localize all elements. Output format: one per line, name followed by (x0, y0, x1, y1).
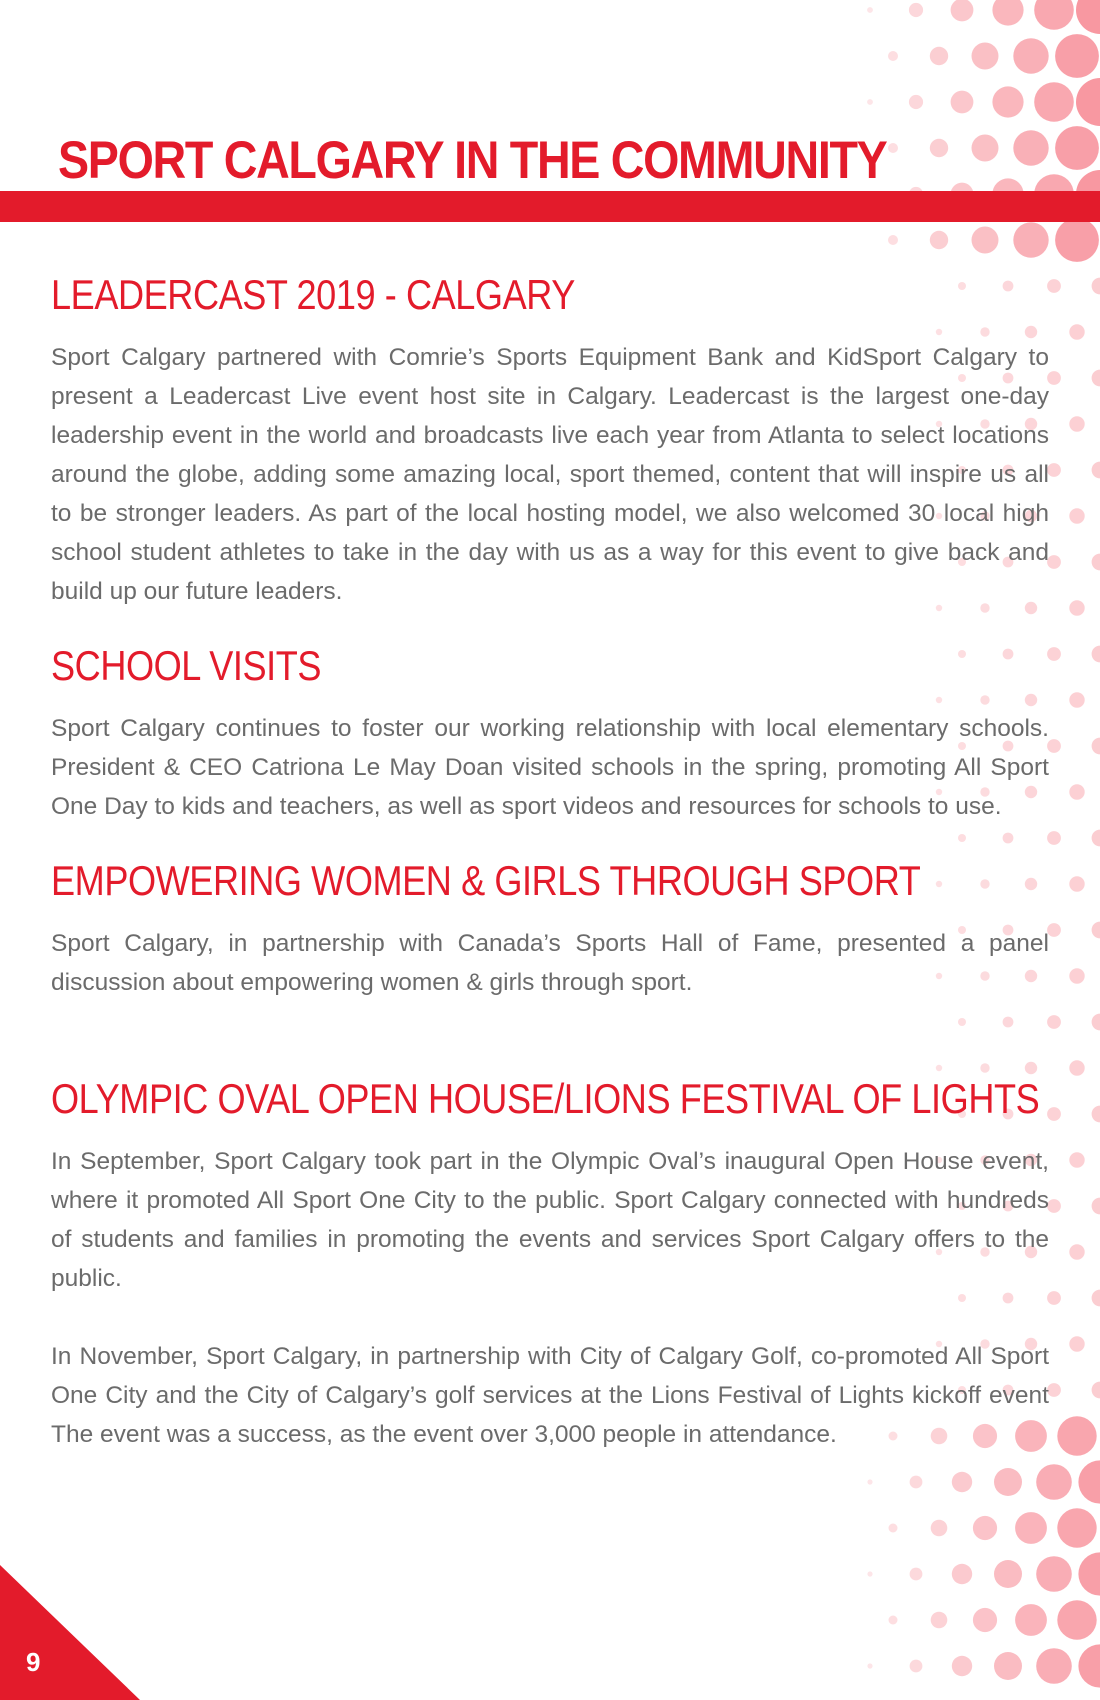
decorative-dot (1057, 1416, 1096, 1455)
decorative-dot (1069, 1152, 1084, 1167)
decorative-dot (1092, 1106, 1100, 1123)
decorative-dot (1057, 1508, 1096, 1547)
decorative-dot (994, 1560, 1022, 1588)
section-heading: EMPOWERING WOMEN & GIRLS THROUGH SPORT (51, 857, 921, 904)
decorative-dot (1047, 739, 1061, 753)
decorative-dot (994, 1652, 1022, 1680)
decorative-dot (1034, 0, 1074, 30)
decorative-dot (1047, 463, 1061, 477)
decorative-dot (1013, 130, 1048, 165)
decorative-dot (1092, 1014, 1100, 1031)
decorative-dot (1047, 831, 1061, 845)
decorative-dot (1015, 1512, 1047, 1544)
decorative-dot (1047, 1291, 1061, 1305)
decorative-dot (972, 227, 999, 254)
decorative-dot (972, 135, 999, 162)
decorative-dot (930, 47, 948, 65)
decorative-dot (1078, 1552, 1100, 1595)
decorative-dot (952, 1472, 972, 1492)
decorative-dot (952, 1564, 972, 1584)
decorative-dot (1047, 1383, 1061, 1397)
decorative-dot (1057, 1600, 1096, 1639)
decorative-dot (1092, 830, 1100, 847)
decorative-dot (931, 1520, 948, 1537)
decorative-dot (1069, 968, 1084, 983)
decorative-dot (1015, 1604, 1047, 1636)
decorative-dot (1055, 34, 1099, 78)
decorative-dot (1092, 462, 1100, 479)
decorative-dot (1076, 78, 1100, 126)
decorative-dot (1069, 876, 1084, 891)
decorative-dot (951, 0, 974, 21)
decorative-dot (994, 1468, 1022, 1496)
decorative-dot (973, 1516, 997, 1540)
page-number: 9 (26, 1647, 41, 1677)
decorative-dot (992, 0, 1023, 26)
decorative-dot (930, 231, 948, 249)
decorative-dot (1092, 1382, 1100, 1399)
decorative-dot (972, 43, 999, 70)
decorative-dot (1069, 600, 1084, 615)
decorative-dot (1092, 554, 1100, 571)
decorative-dot (951, 91, 974, 114)
decorative-dot (1092, 922, 1100, 939)
decorative-dot (1092, 1198, 1100, 1215)
section-heading: SCHOOL VISITS (51, 642, 322, 689)
decorative-dot (1047, 371, 1061, 385)
decorative-dot (1092, 646, 1100, 663)
section-heading: OLYMPIC OVAL OPEN HOUSE/LIONS FESTIVAL OF LIGHTS (51, 1075, 1040, 1122)
decorative-dot (910, 1660, 923, 1673)
decorative-dot (1078, 1644, 1100, 1687)
title-underline-bar (0, 191, 1100, 222)
decorative-dot (1055, 126, 1099, 170)
section-empowering-women (51, 856, 1049, 1002)
decorative-dot (867, 99, 873, 105)
decorative-dot (1076, 0, 1100, 34)
decorative-dot (867, 1663, 872, 1668)
decorative-dot (909, 3, 923, 17)
page-content (51, 270, 1049, 1454)
decorative-dot (1047, 555, 1061, 569)
decorative-dot (1069, 324, 1084, 339)
decorative-dot (867, 1479, 872, 1484)
decorative-dot (1047, 923, 1061, 937)
section-school-visits (51, 641, 1049, 826)
decorative-dot (1069, 416, 1084, 431)
section-paragraph: Sport Calgary partnered with Comrie’s Sports Equipment Bank and KidSport Calgary to present a Leadercast Live event host site in Calgary. Leadercast is the largest one-day leadership event in the world and broadcasts live each year from Atlanta to select locations around the globe, adding some amazing local, sport themed, content that will inspire us all to be stronger leaders. As part of the local hosting model, we also welcomed 30 local high school student athletes to take in the day with us as a way for this event to give back and build up our future leaders. (51, 344, 1049, 605)
decorative-dot (973, 1608, 997, 1632)
section-paragraph: In September, Sport Calgary took part in the Olympic Oval’s inaugural Open House event, where it promoted All Sport One City to the public. Sport Calgary connected with hundreds of students and families in promoting the events and services Sport Calgary offers to the public. (51, 1148, 1049, 1292)
decorative-dot (1069, 508, 1084, 523)
decorative-dot (1092, 738, 1100, 755)
decorative-dot (1013, 222, 1048, 257)
decorative-dot (1036, 1556, 1072, 1592)
decorative-dot (910, 1476, 923, 1489)
decorative-dot (1036, 1464, 1072, 1500)
decorative-dot (1013, 38, 1048, 73)
page-title: SPORT CALGARY IN THE COMMUNITY (58, 131, 887, 190)
decorative-dot (1078, 1460, 1100, 1503)
decorative-dot (1036, 1648, 1072, 1684)
section-paragraph: In November, Sport Calgary, in partnership with City of Calgary Golf, co-promoted All Sport One City and the City of Calgary’s golf services at the Lions Festival of Lights kickoff event The event was a success, as the event over 3,000 people in attendance. (51, 1343, 1049, 1448)
decorative-dot (1069, 1336, 1084, 1351)
decorative-dot (1092, 370, 1100, 387)
decorative-dot (888, 143, 898, 153)
section-olympic-oval (51, 1074, 1049, 1454)
decorative-dot (1047, 1015, 1061, 1029)
decorative-dot (1092, 278, 1100, 295)
decorative-dot (992, 86, 1023, 117)
page-corner-tab (0, 1565, 140, 1700)
decorative-dot (867, 7, 873, 13)
decorative-dot (1047, 1199, 1061, 1213)
decorative-dot (1047, 1107, 1061, 1121)
section-paragraph: Sport Calgary continues to foster our working relationship with local elementary schools. President & CEO Catriona Le May Doan visited schools in the spring, promoting All Sport One Day to kids and teachers, as well as sport videos and resources for schools to use. (51, 715, 1049, 820)
decorative-dot (889, 1616, 898, 1625)
decorative-dot (867, 1571, 872, 1576)
decorative-dot (1069, 692, 1084, 707)
decorative-dot (1069, 784, 1084, 799)
decorative-dot (1047, 279, 1061, 293)
decorative-dot (1069, 1060, 1084, 1075)
section-heading: LEADERCAST 2019 - CALGARY (51, 271, 575, 318)
section-paragraph: Sport Calgary, in partnership with Canada’s Sports Hall of Fame, presented a panel discussion about empowering women & girls through sport. (51, 930, 1049, 996)
section-leadercast (51, 270, 1049, 611)
decorative-dot (909, 95, 923, 109)
decorative-dot (1055, 218, 1099, 262)
decorative-dot (910, 1568, 923, 1581)
decorative-dot (1092, 1290, 1100, 1307)
decorative-dot (888, 235, 898, 245)
decorative-dot (888, 51, 898, 61)
decorative-dot (1069, 1244, 1084, 1259)
decorative-dot (931, 1612, 948, 1629)
decorative-dot (1034, 82, 1074, 122)
decorative-dot (930, 139, 948, 157)
decorative-dot (952, 1656, 972, 1676)
decorative-dot (889, 1524, 898, 1533)
decorative-dot (1047, 647, 1061, 661)
